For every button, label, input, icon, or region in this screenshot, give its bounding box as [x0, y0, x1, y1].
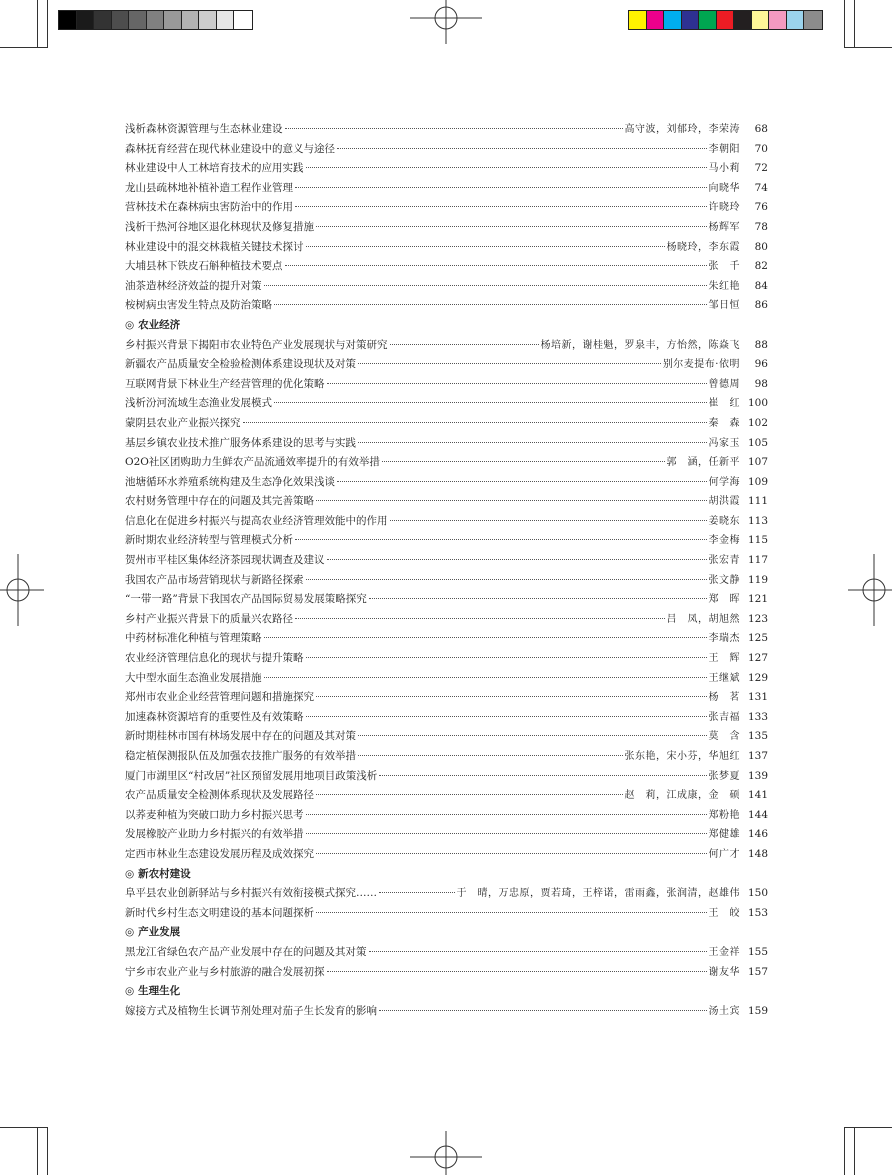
- section-marker-icon: ◎: [125, 318, 135, 331]
- entry-title: 新时代乡村生态文明建设的基本问题探析: [125, 906, 314, 919]
- entry-author: 杨 茗: [708, 692, 740, 704]
- toc-entry[interactable]: [125, 355, 768, 375]
- dot-leader: [327, 971, 707, 972]
- entry-page-number: 88: [754, 338, 768, 351]
- entry-page-number: 74: [754, 181, 768, 194]
- entry-page-number: 82: [754, 260, 768, 273]
- entry-title: 森林抚育经营在现代林业建设中的意义与途径: [125, 142, 335, 155]
- dot-leader: [327, 559, 707, 560]
- entry-author: 胡洪霞: [708, 496, 740, 508]
- dot-leader: [316, 912, 707, 913]
- entry-title: 定西市林业生态建设发展历程及成效探究: [125, 847, 314, 860]
- entry-page-number: 153: [747, 906, 768, 919]
- entry-title: 信息化在促进乡村振兴与提高农业经济管理效能中的作用: [125, 514, 388, 527]
- entry-page-number: 111: [747, 495, 768, 508]
- entry-page-number: 155: [747, 945, 768, 958]
- entry-author: 曾德周: [708, 378, 740, 390]
- entry-page-number: 137: [747, 750, 768, 762]
- toc-entry[interactable]: [125, 296, 768, 316]
- entry-title: 嫁接方式及植物生长调节剂处理对茄子生长发育的影响: [125, 1004, 377, 1017]
- toc-entry[interactable]: [125, 649, 768, 669]
- entry-page-number: 133: [747, 710, 768, 723]
- toc-entry[interactable]: [125, 904, 768, 924]
- entry-title: 发展橡胶产业助力乡村振兴的有效举措: [125, 828, 304, 841]
- toc-entry[interactable]: [125, 179, 768, 199]
- dot-leader: [379, 892, 455, 893]
- toc-entry[interactable]: [125, 963, 768, 983]
- registration-mark-top: [410, 0, 482, 44]
- grayscale-calibration-bar: [58, 10, 253, 30]
- crop-mark-bottom-right-v: [844, 1127, 845, 1175]
- gray-swatch: [59, 11, 77, 29]
- section-heading: [125, 316, 768, 336]
- color-swatch: [787, 11, 805, 29]
- entry-page-number: 141: [747, 789, 768, 802]
- entry-page-number: 144: [747, 808, 768, 821]
- toc-entry[interactable]: [125, 257, 768, 277]
- crop-mark-bottom-left-inner: [37, 1127, 38, 1175]
- toc-entry[interactable]: [125, 277, 768, 297]
- dot-leader: [306, 814, 707, 815]
- entry-page-number: 123: [747, 612, 768, 625]
- entry-page-number: 139: [747, 769, 768, 782]
- entry-page-number: 148: [747, 847, 768, 860]
- dot-leader: [369, 951, 707, 952]
- section-heading: [125, 923, 768, 943]
- toc-entry[interactable]: [125, 610, 768, 630]
- entry-page-number: 146: [747, 828, 768, 841]
- entry-page-number: 131: [747, 691, 768, 704]
- entry-page-number: 135: [747, 730, 768, 743]
- entry-page-number: 115: [747, 534, 768, 547]
- toc-entry[interactable]: [125, 747, 768, 767]
- toc-entry[interactable]: [125, 140, 768, 160]
- entry-author: 王金祥: [708, 946, 740, 958]
- toc-entry[interactable]: [125, 492, 768, 512]
- toc-entry[interactable]: [125, 943, 768, 963]
- dot-leader: [295, 618, 665, 619]
- entry-title: 我国农产品市场营销现状与新路径探索: [125, 573, 304, 586]
- dot-leader: [390, 344, 539, 345]
- entry-title: 大埔县林下铁皮石斛种植技术要点: [125, 260, 283, 273]
- entry-page-number: 100: [747, 397, 768, 410]
- entry-title: 新疆农产品质量安全检验检测体系建设现状及对策: [125, 358, 356, 371]
- toc-entry[interactable]: [125, 551, 768, 571]
- entry-author: 张吉福: [708, 711, 740, 723]
- entry-author: 杨培新，谢桂魁，罗泉丰，方怡然，陈焱飞: [540, 339, 740, 351]
- toc-entry[interactable]: [125, 688, 768, 708]
- entry-author: 郭 涵，任新平: [666, 457, 740, 469]
- toc-entry[interactable]: [125, 884, 768, 904]
- entry-author: 张宏青: [708, 555, 740, 567]
- color-swatch: [769, 11, 787, 29]
- dot-leader: [306, 833, 707, 834]
- toc-entry[interactable]: [125, 845, 768, 865]
- dot-leader: [382, 461, 665, 462]
- entry-author: 赵 莉，江成康，金 硕: [624, 790, 740, 802]
- gray-swatch: [164, 11, 182, 29]
- crop-mark-bottom-right-h: [844, 1127, 892, 1128]
- gray-swatch: [94, 11, 112, 29]
- crop-mark-top-right-h: [844, 47, 892, 48]
- entry-title: 油茶造林经济效益的提升对策: [125, 279, 262, 292]
- entry-author: 何学海: [708, 476, 740, 488]
- entry-page-number: 107: [747, 456, 768, 469]
- entry-title: 龙山县疏林地补植补造工程作业管理: [125, 181, 293, 194]
- registration-mark-left: [0, 554, 44, 626]
- entry-author: 马小莉: [708, 163, 740, 175]
- dot-leader: [316, 500, 707, 501]
- toc-entry[interactable]: [125, 708, 768, 728]
- entry-author: 姜晓东: [708, 515, 740, 527]
- color-swatch: [699, 11, 717, 29]
- crop-mark-bottom-right-inner: [854, 1127, 855, 1175]
- toc-entry[interactable]: [125, 512, 768, 532]
- dot-leader: [306, 246, 665, 247]
- color-swatch: [734, 11, 752, 29]
- entry-author: 冯家玉: [708, 437, 740, 449]
- entry-title: 新时期农业经济转型与管理模式分析: [125, 534, 293, 547]
- entry-title: 农业经济管理信息化的现状与提升策略: [125, 652, 304, 665]
- dot-leader: [337, 148, 707, 149]
- dot-leader: [327, 383, 707, 384]
- entry-author: 何广才: [708, 848, 740, 860]
- section-heading: [125, 982, 768, 1002]
- entry-author: 杨辉军: [708, 221, 740, 233]
- dot-leader: [306, 167, 707, 168]
- toc-entry[interactable]: [125, 669, 768, 689]
- entry-title: 郑州市农业企业经营管理问题和措施探究: [125, 691, 314, 704]
- toc-entry[interactable]: [125, 434, 768, 454]
- toc-entry[interactable]: [125, 336, 768, 356]
- entry-page-number: 121: [747, 593, 768, 606]
- section-heading-label: 生理生化: [138, 985, 181, 998]
- entry-title: 中药材标准化种植与管理策略: [125, 632, 262, 645]
- toc-entry[interactable]: [125, 767, 768, 787]
- toc-entry[interactable]: [125, 531, 768, 551]
- entry-title: 池塘循环水养殖系统构建及生态净化效果浅谈: [125, 475, 335, 488]
- entry-title: 营林技术在森林病虫害防治中的作用: [125, 201, 293, 214]
- entry-page-number: 68: [754, 123, 768, 135]
- toc-entry[interactable]: [125, 825, 768, 845]
- gray-swatch: [182, 11, 200, 29]
- entry-page-number: 78: [754, 220, 768, 233]
- toc-entry[interactable]: [125, 590, 768, 610]
- entry-author: 汤土宾: [708, 1005, 740, 1017]
- dot-leader: [306, 716, 707, 717]
- entry-title: 乡村产业振兴背景下的质量兴农路径: [125, 612, 293, 625]
- dot-leader: [243, 422, 707, 423]
- entry-page-number: 86: [754, 299, 768, 312]
- entry-title: “一带一路”背景下我国农产品国际贸易发展策略探究: [125, 593, 367, 606]
- gray-swatch: [112, 11, 130, 29]
- dot-leader: [274, 304, 707, 305]
- entry-page-number: 102: [747, 416, 768, 429]
- gray-swatch: [234, 11, 252, 29]
- color-swatch: [664, 11, 682, 29]
- dot-leader: [379, 1010, 707, 1011]
- toc-entry[interactable]: [125, 629, 768, 649]
- entry-page-number: 113: [747, 514, 768, 527]
- gray-swatch: [129, 11, 147, 29]
- color-swatch: [752, 11, 770, 29]
- entry-page-number: 84: [754, 279, 768, 292]
- entry-title: O2O社区团购助力生鲜农产品流通效率提升的有效举措: [125, 456, 380, 469]
- entry-page-number: 80: [754, 240, 768, 253]
- crop-mark-bottom-left-v: [47, 1127, 48, 1175]
- toc-entry[interactable]: [125, 473, 768, 493]
- entry-author: 张文静: [708, 574, 740, 586]
- entry-page-number: 70: [754, 142, 768, 155]
- dot-leader: [358, 442, 707, 443]
- entry-author: 莫 含: [708, 731, 740, 743]
- color-swatch: [647, 11, 665, 29]
- entry-author: 谢友华: [708, 966, 740, 978]
- entry-author: 王 皎: [708, 907, 740, 919]
- entry-author: 郑粉艳: [708, 809, 740, 821]
- entry-author: 吕 凤，胡旭然: [666, 613, 740, 625]
- dot-leader: [337, 481, 707, 482]
- entry-page-number: 150: [747, 887, 768, 900]
- section-heading-label: 新农村建设: [138, 867, 191, 880]
- entry-author: 邹日恒: [708, 300, 740, 312]
- gray-swatch: [147, 11, 165, 29]
- color-swatch: [629, 11, 647, 29]
- crop-mark-top-left-h: [0, 47, 48, 48]
- gray-swatch: [199, 11, 217, 29]
- entry-page-number: 127: [747, 652, 768, 665]
- entry-title: 浅析干热河谷地区退化林现状及修复措施: [125, 220, 314, 233]
- gray-swatch: [217, 11, 235, 29]
- entry-title: 浅析汾河流域生态渔业发展模式: [125, 397, 272, 410]
- crop-mark-top-right-inner: [854, 0, 855, 48]
- color-swatch: [804, 11, 822, 29]
- entry-title: 宁乡市农业产业与乡村旅游的融合发展初探: [125, 965, 325, 978]
- entry-title: 阜平县农业创新驿站与乡村振兴有效衔接模式探究……: [125, 887, 377, 900]
- entry-author: 李金梅: [708, 535, 740, 547]
- entry-title: 农产品质量安全检测体系现状及发展路径: [125, 789, 314, 802]
- entry-title: 稳定植保测报队伍及加强农技推广服务的有效举措: [125, 750, 356, 762]
- dot-leader: [390, 520, 707, 521]
- section-heading: [125, 865, 768, 885]
- entry-title: 互联网背景下林业生产经营管理的优化策略: [125, 377, 325, 390]
- entry-page-number: 117: [747, 554, 768, 567]
- entry-page-number: 72: [754, 162, 768, 175]
- dot-leader: [369, 598, 707, 599]
- color-calibration-bar: [628, 10, 823, 30]
- entry-author: 张梦夏: [708, 770, 740, 782]
- toc-entry[interactable]: [125, 394, 768, 414]
- entry-title: 农村财务管理中存在的问题及其完善策略: [125, 495, 314, 508]
- entry-page-number: 98: [754, 377, 768, 390]
- section-marker-icon: ◎: [125, 926, 135, 939]
- dot-leader: [306, 657, 707, 658]
- entry-page-number: 159: [747, 1004, 768, 1017]
- entry-author: 郑 晖: [708, 594, 740, 606]
- entry-author: 张东艳，宋小芬，华旭红: [624, 751, 740, 762]
- table-of-contents: [125, 120, 768, 1021]
- entry-title: 林业建设中人工林培育技术的应用实践: [125, 162, 304, 175]
- entry-title: 黑龙江省绿色农产品产业发展中存在的问题及其对策: [125, 945, 367, 958]
- dot-leader: [358, 755, 623, 756]
- toc-entry[interactable]: [125, 120, 768, 140]
- section-marker-icon: ◎: [125, 867, 135, 880]
- entry-title: 乡村振兴背景下揭阳市农业特色产业发展现状与对策研究: [125, 338, 388, 351]
- toc-entry[interactable]: [125, 238, 768, 258]
- entry-title: 大中型水面生态渔业发展措施: [125, 671, 262, 684]
- dot-leader: [316, 226, 707, 227]
- dot-leader: [358, 735, 707, 736]
- entry-author: 许晓玲: [708, 202, 740, 214]
- registration-mark-bottom: [410, 1131, 482, 1175]
- toc-entry[interactable]: [125, 786, 768, 806]
- entry-author: 李瑞杰: [708, 633, 740, 645]
- dot-leader: [285, 265, 707, 266]
- dot-leader: [379, 775, 706, 776]
- section-heading-label: 产业发展: [138, 926, 181, 939]
- entry-title: 贺州市平桂区集体经济茶园现状调查及建议: [125, 554, 325, 567]
- crop-mark-top-right-v: [844, 0, 845, 48]
- entry-author: 李朝阳: [708, 143, 740, 155]
- entry-page-number: 96: [754, 358, 768, 371]
- toc-entry[interactable]: [125, 571, 768, 591]
- entry-author: 郑健雄: [708, 829, 740, 841]
- toc-entry[interactable]: [125, 375, 768, 395]
- toc-entry[interactable]: [125, 198, 768, 218]
- entry-title: 基层乡镇农业技术推广服务体系建设的思考与实践: [125, 436, 356, 449]
- entry-author: 王 辉: [708, 653, 740, 665]
- dot-leader: [285, 128, 623, 129]
- gray-swatch: [77, 11, 95, 29]
- toc-entry[interactable]: [125, 806, 768, 826]
- crop-mark-top-left-v: [47, 0, 48, 48]
- dot-leader: [316, 853, 707, 854]
- entry-author: 别尔麦提布·依明: [662, 359, 740, 371]
- dot-leader: [316, 696, 707, 697]
- toc-entry[interactable]: [125, 727, 768, 747]
- entry-title: 桉树病虫害发生特点及防治策略: [125, 299, 272, 312]
- section-heading-label: 农业经济: [138, 318, 181, 331]
- toc-entry[interactable]: [125, 218, 768, 238]
- entry-author: 王继斌: [708, 672, 740, 684]
- toc-entry[interactable]: [125, 453, 768, 473]
- entry-title: 新时期桂林市国有林场发展中存在的问题及其对策: [125, 730, 356, 743]
- toc-entry[interactable]: [125, 159, 768, 179]
- dot-leader: [295, 539, 707, 540]
- dot-leader: [264, 637, 707, 638]
- toc-entry[interactable]: [125, 1002, 768, 1022]
- entry-author: 崔 红: [708, 398, 740, 410]
- entry-author: 高守波，刘郁玲，李荣涛: [624, 124, 740, 135]
- crop-mark-top-left-inner: [37, 0, 38, 48]
- toc-entry[interactable]: [125, 414, 768, 434]
- crop-mark-bottom-left-h: [0, 1127, 48, 1128]
- entry-page-number: 109: [747, 475, 768, 488]
- dot-leader: [306, 579, 707, 580]
- section-marker-icon: ◎: [125, 985, 135, 998]
- entry-page-number: 157: [747, 965, 768, 978]
- entry-author: 杨晓玲，李东霞: [666, 241, 740, 253]
- entry-page-number: 119: [747, 573, 768, 586]
- entry-title: 加速森林资源培育的重要性及有效策略: [125, 710, 304, 723]
- color-swatch: [682, 11, 700, 29]
- entry-title: 蒙阴县农业产业振兴探究: [125, 416, 241, 429]
- entry-author: 张 千: [708, 261, 740, 273]
- entry-title: 林业建设中的混交林栽植关键技术探讨: [125, 240, 304, 253]
- entry-page-number: 125: [747, 632, 768, 645]
- dot-leader: [358, 363, 661, 364]
- entry-page-number: 129: [747, 671, 768, 684]
- entry-page-number: 105: [747, 436, 768, 449]
- dot-leader: [264, 285, 707, 286]
- dot-leader: [295, 187, 707, 188]
- registration-mark-right: [848, 554, 892, 626]
- entry-author: 秦 森: [708, 417, 740, 429]
- color-swatch: [717, 11, 735, 29]
- entry-title: 厦门市湖里区“村改居”社区预留发展用地项目政策浅析: [125, 769, 378, 782]
- dot-leader: [274, 402, 707, 403]
- dot-leader: [316, 794, 623, 795]
- entry-author: 于 晴，万忠原，贾若琦，王梓诺，雷雨鑫，张润清，赵雄伟: [456, 888, 740, 900]
- entry-author: 朱红艳: [708, 280, 740, 292]
- entry-page-number: 76: [754, 201, 768, 214]
- entry-title: 以荞麦种植为突破口助力乡村振兴思考: [125, 808, 304, 821]
- entry-author: 向晓华: [708, 182, 740, 194]
- dot-leader: [295, 206, 707, 207]
- entry-title: 浅析森林资源管理与生态林业建设: [125, 123, 283, 135]
- dot-leader: [264, 677, 707, 678]
